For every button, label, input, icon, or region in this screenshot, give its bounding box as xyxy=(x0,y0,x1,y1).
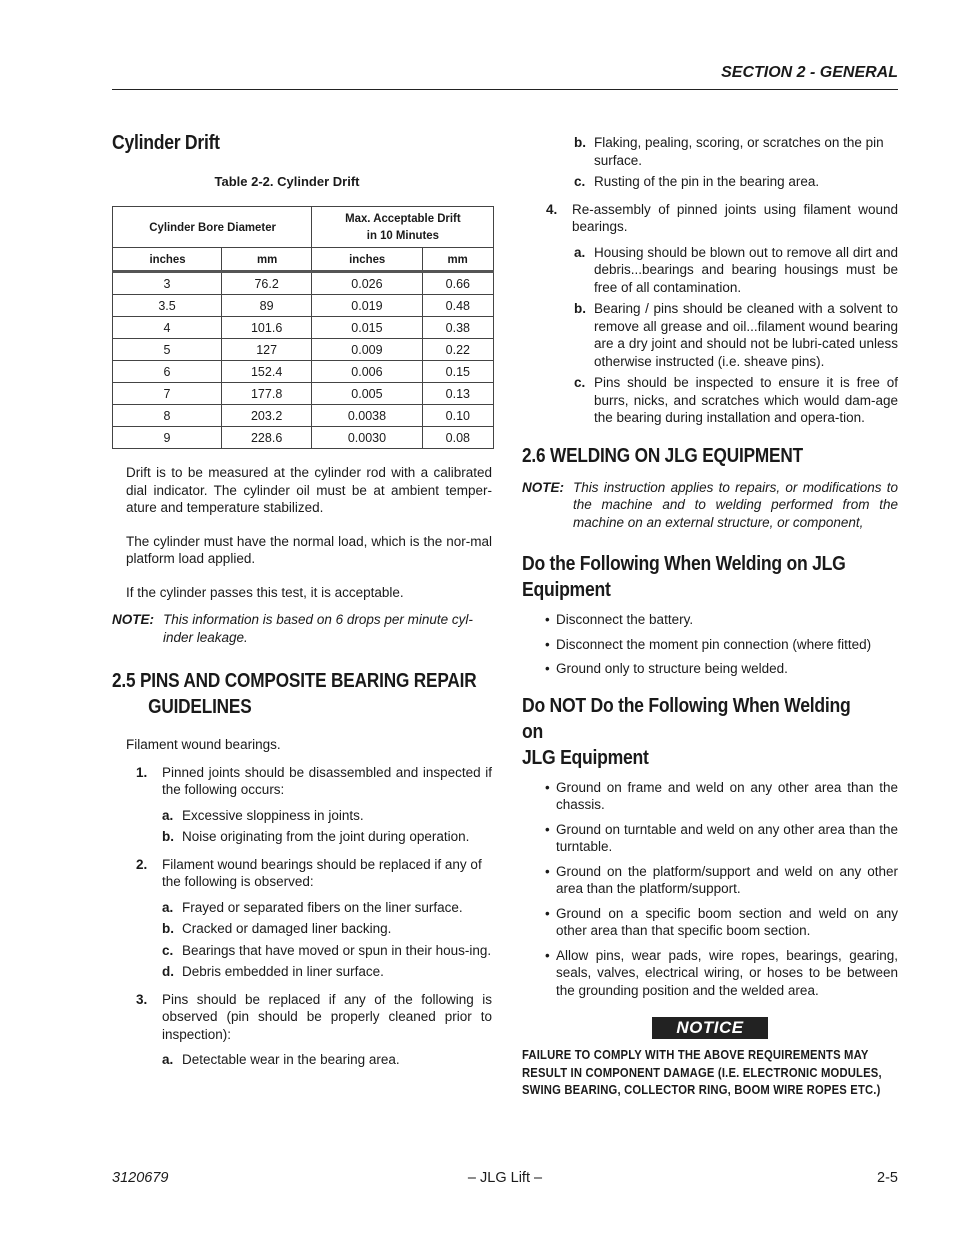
bullet: • xyxy=(545,905,550,921)
bullet-item xyxy=(542,947,898,1000)
cell: 0.019 xyxy=(312,295,422,317)
cell: 0.38 xyxy=(422,317,493,339)
cell: 3.5 xyxy=(113,295,222,317)
list-item xyxy=(522,201,898,236)
notice-label: NOTICE xyxy=(652,1017,768,1039)
cell: 228.6 xyxy=(222,427,312,449)
cell: 0.009 xyxy=(312,339,422,361)
note-label: NOTE: xyxy=(112,612,154,627)
drift-paragraph-3: If the cylinder passes this test, it is acceptable. xyxy=(126,584,404,600)
sub-letter: a. xyxy=(162,899,174,915)
cell: 3 xyxy=(113,272,222,295)
sub-text: Detectable wear in the bearing area. xyxy=(182,1052,400,1067)
cylinder-drift-title: Cylinder Drift xyxy=(112,132,220,154)
col-group-bore: Cylinder Bore Diameter xyxy=(117,207,306,248)
cell: 0.0038 xyxy=(312,405,422,427)
bullet-text: Ground on turntable and weld on any other area than the turntable. xyxy=(556,821,898,854)
table-row xyxy=(113,383,494,405)
bullet: • xyxy=(545,821,550,837)
sub-text: Rusting of the pin in the bearing area. xyxy=(594,174,820,189)
bullet-item xyxy=(542,779,898,814)
table-row xyxy=(113,295,494,317)
sub-text: Flaking, pealing, scoring, or scratches on the pin surface. xyxy=(594,135,884,168)
bullet-item xyxy=(542,611,898,629)
unit-header: mm xyxy=(424,248,492,272)
note-label: NOTE: xyxy=(522,479,564,495)
right-column xyxy=(522,134,898,1100)
drift-paragraph-2: The cylinder must have the normal load, which is the nor-mal platform load applied. xyxy=(126,533,492,566)
left-column xyxy=(112,130,492,1069)
item-number: 1. xyxy=(136,764,148,780)
table-row xyxy=(113,361,494,383)
sub-item xyxy=(574,300,898,370)
section-2-6-heading: 2.6 WELDING ON JLG EQUIPMENT xyxy=(522,444,803,467)
sub-letter: a. xyxy=(162,807,174,823)
cell: 4 xyxy=(113,317,222,339)
cell: 152.4 xyxy=(222,361,312,383)
cell: 0.15 xyxy=(422,361,493,383)
sub-letter: b. xyxy=(162,921,174,936)
sub-item xyxy=(162,828,492,846)
note-text: This instruction applies to repairs, or modifications to the machine and to welding performed from the machine on an external structure, or component, xyxy=(573,479,898,530)
sub-item xyxy=(574,134,898,169)
sub-letter: a. xyxy=(162,1052,174,1067)
sub-item xyxy=(574,374,898,427)
dont-heading-line1: Do NOT Do the Following When Welding on xyxy=(522,694,851,743)
sub-item xyxy=(162,963,492,981)
bullet-item xyxy=(542,905,898,940)
cell: 177.8 xyxy=(222,383,312,405)
bullet: • xyxy=(545,636,550,652)
list-item xyxy=(136,991,492,1044)
cell: 8 xyxy=(113,405,222,427)
dont-heading-line2: JLG Equipment xyxy=(522,746,649,769)
sub-item xyxy=(162,920,492,938)
sub-text: Cracked or damaged liner backing. xyxy=(182,921,392,936)
item-text: Pinned joints should be disassembled and inspected if the following occurs: xyxy=(162,764,492,797)
cell: 0.66 xyxy=(422,272,493,295)
sub-letter: b. xyxy=(162,829,174,844)
cell: 127 xyxy=(222,339,312,361)
notice-text: FAILURE TO COMPLY WITH THE ABOVE REQUIREMENTS MAY RESULT IN COMPONENT DAMAGE (I.E. ELECTRONIC MODULES, SWING BEARING, COLLECTOR RING, BOOM WIRE ROPES ETC.) xyxy=(522,1048,882,1097)
sub-text: Noise originating from the joint during operation. xyxy=(182,829,470,844)
do-heading-line1: Do the Following When Welding on JLG xyxy=(522,553,846,575)
sub-text: Housing should be blown out to remove all dirt and debris...bearings and bearing housings must be free of all contamination. xyxy=(594,244,898,295)
sub-item xyxy=(162,942,492,960)
bullet-item xyxy=(542,660,898,678)
sub-item xyxy=(162,1051,492,1069)
cell: 0.005 xyxy=(312,383,422,405)
footer-center: – JLG Lift – xyxy=(467,1170,543,1186)
sub-item xyxy=(162,807,492,825)
cell: 6 xyxy=(113,361,222,383)
cell: 7 xyxy=(113,383,222,405)
list-item xyxy=(136,764,492,799)
sub-letter: c. xyxy=(574,174,586,189)
cell: 89 xyxy=(222,295,312,317)
sub-letter: c. xyxy=(574,375,586,390)
cell: 0.48 xyxy=(422,295,493,317)
bullet-item xyxy=(542,821,898,856)
cell: 203.2 xyxy=(222,405,312,427)
item-number: 4. xyxy=(546,201,558,217)
table-row xyxy=(113,272,494,295)
sub-letter: a. xyxy=(574,244,586,260)
sub-text: Debris embedded in liner surface. xyxy=(182,964,384,979)
item-text: Re-assembly of pinned joints using filament wound bearings. xyxy=(572,201,898,234)
welding-note xyxy=(522,479,898,532)
cell: 0.026 xyxy=(312,272,422,295)
bullet-item xyxy=(542,636,898,654)
col-group-drift-line1: Max. Acceptable Drift xyxy=(344,211,461,225)
sub-text: Excessive sloppiness in joints. xyxy=(182,807,364,823)
cell: 0.13 xyxy=(422,383,493,405)
list-item xyxy=(136,856,492,891)
table-row xyxy=(113,427,494,449)
bullet: • xyxy=(545,947,550,963)
table-row xyxy=(113,339,494,361)
unit-header: mm xyxy=(224,248,310,272)
bullet-text: Ground on the platform/support and weld on any other area than the platform/support. xyxy=(556,863,898,896)
sub-letter: d. xyxy=(162,964,174,979)
sub-letter: c. xyxy=(162,942,174,958)
bullet-text: Allow pins, wear pads, wire ropes, bearings, gearing, seals, valves, electrical wiring, or hoses to be between the grounding position and the welded area. xyxy=(556,947,898,998)
section-heading-line1: 2.5 PINS AND COMPOSITE BEARING REPAIR xyxy=(112,670,477,692)
sub-item xyxy=(574,173,898,191)
unit-header: inches xyxy=(314,248,419,272)
sub-item xyxy=(574,244,898,297)
sub-text: Frayed or separated fibers on the liner surface. xyxy=(182,899,463,915)
cell: 0.10 xyxy=(422,405,493,427)
bullet-text: Disconnect the moment pin connection (where fitted) xyxy=(556,636,872,652)
cell: 5 xyxy=(113,339,222,361)
sub-item xyxy=(162,899,492,917)
sub-text: Bearing / pins should be cleaned with a solvent to remove all grease and oil...filament wound bearing are a dry joint and should not be lubri-cated unless otherwise instructed (i.e. sheave pins). xyxy=(594,301,898,369)
cell: 76.2 xyxy=(222,272,312,295)
cell: 101.6 xyxy=(222,317,312,339)
table-row xyxy=(113,317,494,339)
cell: 0.22 xyxy=(422,339,493,361)
section-2-5-intro: Filament wound bearings. xyxy=(126,737,281,752)
sub-text: Bearings that have moved or spun in their hous-ing. xyxy=(182,942,492,958)
drift-note xyxy=(112,611,492,646)
cell: 0.0030 xyxy=(312,427,422,449)
do-heading xyxy=(522,551,898,603)
do-heading-line2: Equipment xyxy=(522,579,611,601)
item-text: Filament wound bearings should be replaced if any of the following is observed: xyxy=(162,856,482,889)
sub-letter: b. xyxy=(574,301,586,316)
bullet: • xyxy=(545,661,550,676)
item-text: Pins should be replaced if any of the following is observed (pin should be properly cleaned prior to inspection): xyxy=(162,991,492,1042)
section-2-5-heading xyxy=(112,668,492,720)
dont-list xyxy=(522,779,898,1000)
bullet: • xyxy=(545,863,550,879)
sub-text: Pins should be inspected to ensure it is free of burrs, nicks, and scratches which would dam-age the bearing during installation and opera-tion. xyxy=(594,375,898,425)
col-group-drift xyxy=(316,207,489,248)
section-heading-line2: GUIDELINES xyxy=(148,696,252,718)
footer-page-number: 2-5 xyxy=(877,1170,898,1186)
note-text: This information is based on 6 drops per minute cyl-inder leakage. xyxy=(163,612,473,645)
bullet-text: Ground on frame and weld on any other area than the chassis. xyxy=(556,779,898,812)
cell: 0.015 xyxy=(312,317,422,339)
bullet-text: Ground on a specific boom section and weld on any other area than that specific boom section. xyxy=(556,905,898,938)
repair-list xyxy=(112,764,492,1069)
cell: 9 xyxy=(113,427,222,449)
bullet-item xyxy=(542,863,898,898)
sub-letter: b. xyxy=(574,135,586,150)
do-list xyxy=(522,611,898,678)
cell: 0.08 xyxy=(422,427,493,449)
bullet-text: Ground only to structure being welded. xyxy=(556,661,788,676)
section-header: SECTION 2 - GENERAL xyxy=(721,64,898,81)
cell: 0.006 xyxy=(312,361,422,383)
dont-heading xyxy=(522,693,898,771)
col-group-drift-line2: in 10 Minutes xyxy=(366,228,439,242)
bullet-text: Disconnect the battery. xyxy=(556,612,694,627)
bullet: • xyxy=(545,779,550,795)
bullet: • xyxy=(545,612,550,627)
item-number: 3. xyxy=(136,991,148,1007)
table-row xyxy=(113,405,494,427)
cylinder-drift-table xyxy=(112,206,494,449)
notice-block xyxy=(522,1017,898,1100)
table-caption: Table 2-2. Cylinder Drift xyxy=(214,174,360,189)
header-rule xyxy=(112,89,898,90)
item-number: 2. xyxy=(136,856,148,872)
footer-doc-number: 3120679 xyxy=(112,1170,169,1186)
drift-paragraph-1: Drift is to be measured at the cylinder rod with a calibrated dial indicator. The cylinder oil must be at ambient temper-ature and temperature stabilized. xyxy=(126,465,492,515)
unit-header: inches xyxy=(115,248,219,272)
